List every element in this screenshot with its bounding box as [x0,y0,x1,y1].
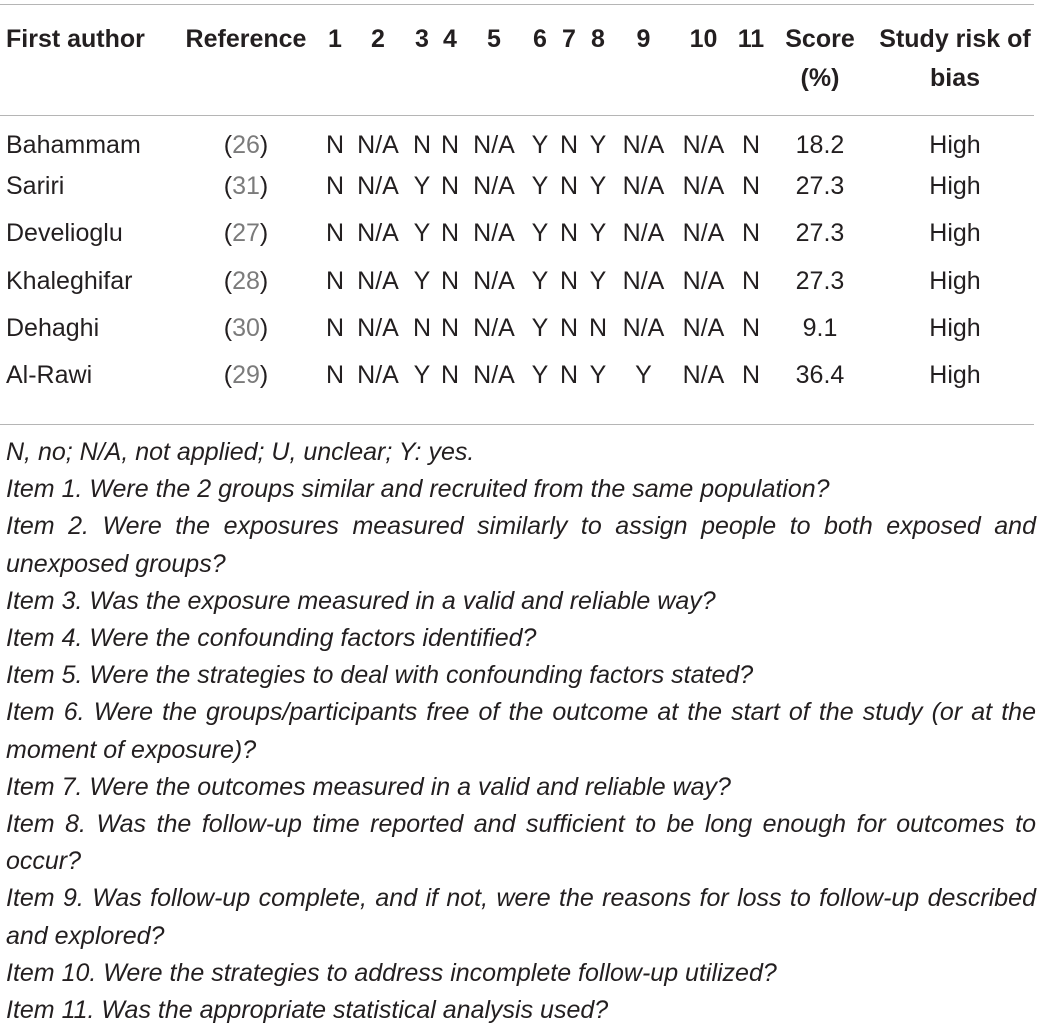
cell-item-4: N [440,314,460,343]
cell-item-4: N [440,172,460,201]
header-item-8: 8 [591,25,605,53]
cell-item-7: N [559,131,579,159]
header-item-10: 10 [689,25,718,53]
cell-reference: (27) [223,219,269,248]
cell-author: Dehaghi [6,314,100,343]
cell-item-7: N [559,266,579,295]
cell-author: Sariri [6,172,65,201]
cell-item-9: N/A [622,131,665,159]
item-note-8: Item 8. Was the follow-up time reported and sufficient to be long enough for outcomes to occur? [6,810,1036,876]
cell-item-3: Y [413,219,431,248]
cell-item-6: Y [531,131,549,159]
reference-link[interactable]: 28 [232,266,260,295]
cell-item-4: N [440,219,460,248]
header-item-3: 3 [415,25,429,53]
cell-item-10: N/A [682,314,725,343]
item-note-6: Item 6. Were the groups/participants free of the outcome at the start of the study (or at the moment of exposure)? [6,698,1036,764]
cell-item-1: N [325,172,345,201]
cell-item-10: N/A [682,131,725,159]
cell-risk: High [929,266,981,295]
cell-score: 36.4 [795,361,845,390]
header-item-2: 2 [371,25,385,53]
cell-item-1: N [325,266,345,295]
cell-item-7: N [559,172,579,201]
cell-item-2: N/A [357,131,399,159]
cell-score: 27.3 [795,219,845,248]
cell-reference: (28) [223,266,269,295]
header-item-11: 11 [737,25,765,53]
item-note-5: Item 5. Were the strategies to deal with confounding factors stated? [6,661,754,690]
cell-item-7: N [559,361,579,390]
header-item-7: 7 [562,25,576,53]
cell-item-3: N [412,314,432,343]
cell-item-2: N/A [357,219,399,248]
cell-score: 27.3 [795,172,845,201]
cell-item-7: N [559,219,579,248]
item-note-2: Item 2. Were the exposures measured similarly to assign people to both exposed and unexposed groups? [6,512,1036,578]
cell-author: Khaleghifar [6,266,133,295]
header-item-5: 5 [487,25,501,53]
cell-item-9: N/A [622,266,665,295]
header-item-4: 4 [443,25,457,53]
cell-author: Bahammam [6,131,141,159]
cell-item-2: N/A [357,314,399,343]
cell-item-7: N [559,314,579,343]
cell-item-4: N [440,266,460,295]
cell-item-3: N [412,131,432,159]
cell-item-2: N/A [357,361,399,390]
cell-item-11: N [741,131,761,159]
cell-score: 9.1 [802,314,838,343]
cell-item-1: N [325,314,345,343]
cell-item-5: N/A [473,172,515,201]
cell-reference: (26) [223,131,269,159]
cell-item-6: Y [531,361,549,390]
cell-reference: (31) [223,172,269,201]
cell-item-9: Y [635,361,652,390]
header-item-9: 9 [636,25,651,53]
cell-item-5: N/A [473,314,515,343]
cell-item-10: N/A [682,266,725,295]
table-row [0,210,1040,257]
cell-item-1: N [325,219,345,248]
abbreviation-note: N, no; N/A, not applied; U, unclear; Y: yes. [6,438,475,466]
cell-risk: High [929,131,981,159]
cell-author: Al-Rawi [6,361,93,390]
header-risk: Study risk of bias [879,25,1031,92]
cell-item-11: N [741,219,761,248]
item-note-9: Item 9. Was follow-up complete, and if not, were the reasons for loss to follow-up described and explored? [6,884,1036,950]
reference-link[interactable]: 30 [232,314,260,343]
item-note-7: Item 7. Were the outcomes measured in a valid and reliable way? [6,772,731,801]
table-row [0,305,1040,352]
header-item-6: 6 [533,25,547,53]
cell-score: 18.2 [795,131,845,159]
cell-reference: (30) [223,314,269,343]
cell-item-9: N/A [622,172,665,201]
cell-risk: High [929,314,981,343]
cell-item-3: Y [413,361,431,390]
cell-item-5: N/A [473,219,515,248]
header-item-1: 1 [328,25,342,53]
table-row [0,116,1040,163]
cell-item-11: N [741,314,761,343]
header-reference: Reference [185,25,307,53]
cell-item-3: Y [413,172,431,201]
cell-item-8: Y [589,361,607,390]
cell-item-2: N/A [357,172,399,201]
cell-item-8: Y [589,172,607,201]
cell-item-4: N [440,131,460,159]
cell-author: Develioglu [6,219,123,248]
table-row [0,258,1040,305]
cell-item-8: N [588,314,608,343]
reference-link[interactable]: 27 [232,219,260,248]
cell-item-11: N [741,266,761,295]
cell-item-8: Y [589,131,607,159]
cell-item-6: Y [531,266,549,295]
header-row [0,20,1040,116]
cell-item-6: Y [531,219,549,248]
reference-link[interactable]: 31 [232,172,260,201]
cell-item-9: N/A [622,314,665,343]
cell-item-10: N/A [682,172,725,201]
table-row [0,163,1040,210]
table-footnotes [6,434,1036,1029]
cell-item-8: Y [589,266,607,295]
top-rule [0,4,1034,5]
cell-item-3: Y [413,266,431,295]
cell-item-10: N/A [682,219,725,248]
cell-item-6: Y [531,314,549,343]
item-note-1: Item 1. Were the 2 groups similar and recruited from the same population? [6,475,830,504]
cell-item-9: N/A [622,219,665,248]
cell-risk: High [929,172,981,201]
cell-item-11: N [741,361,761,390]
item-note-11: Item 11. Was the appropriate statistical analysis used? [6,996,609,1025]
cell-item-11: N [741,172,761,201]
reference-link[interactable]: 29 [232,361,260,390]
bottom-rule [0,424,1034,425]
cell-item-5: N/A [473,131,515,159]
cell-item-1: N [325,361,345,390]
cell-item-6: Y [531,172,549,201]
header-score: Score (%) [785,25,855,92]
cell-item-4: N [440,361,460,390]
cell-item-5: N/A [473,266,515,295]
table-row [0,352,1040,399]
cell-risk: High [929,219,981,248]
risk-of-bias-table [0,20,1040,399]
cell-item-1: N [325,131,345,159]
item-note-4: Item 4. Were the confounding factors identified? [6,624,537,653]
reference-link[interactable]: 26 [232,131,260,159]
cell-score: 27.3 [795,266,845,295]
cell-risk: High [929,361,981,390]
item-note-3: Item 3. Was the exposure measured in a valid and reliable way? [6,586,716,615]
cell-item-8: Y [589,219,607,248]
cell-item-2: N/A [357,266,399,295]
cell-reference: (29) [223,361,269,390]
header-first-author: First author [6,25,145,53]
item-note-10: Item 10. Were the strategies to address incomplete follow-up utilized? [6,958,777,987]
cell-item-5: N/A [473,361,515,390]
cell-item-10: N/A [682,361,725,390]
